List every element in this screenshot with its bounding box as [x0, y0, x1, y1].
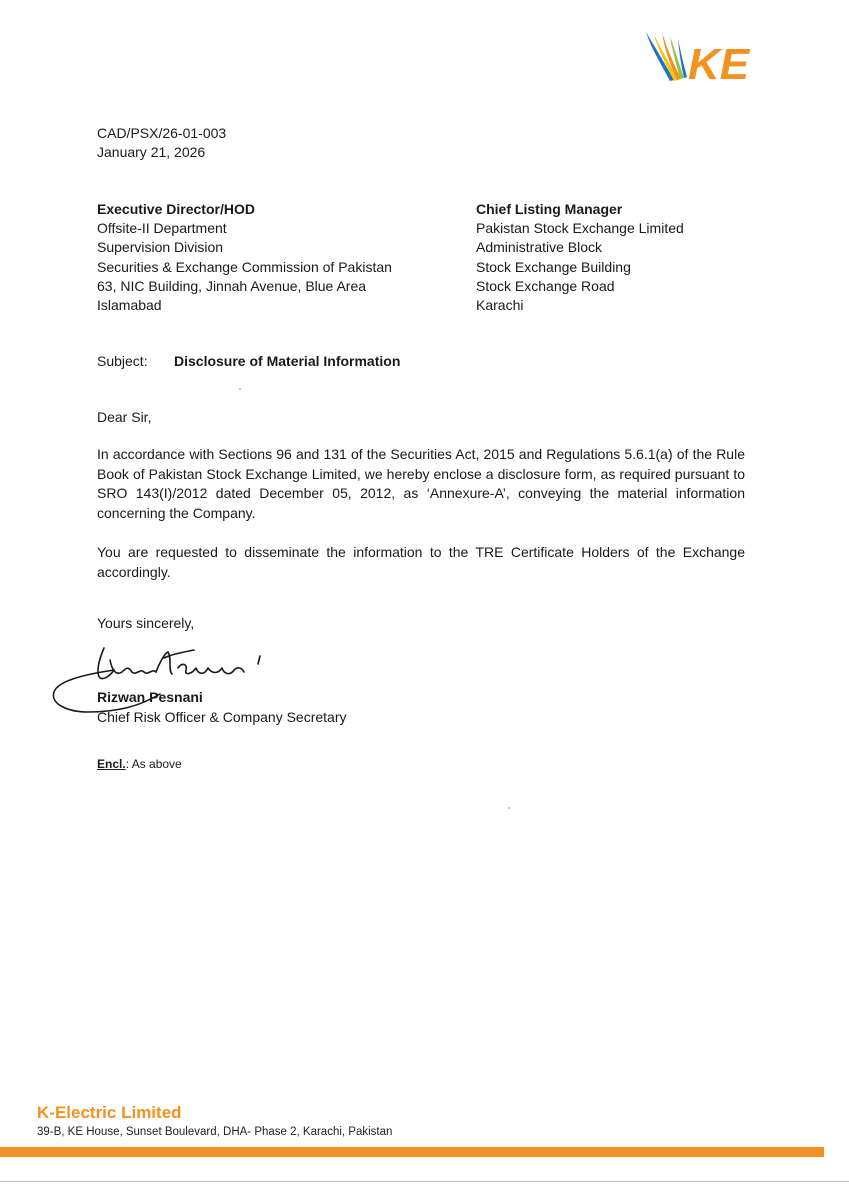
enclosure-label: Encl.	[97, 757, 126, 771]
page-bottom-rule	[0, 1181, 849, 1182]
ke-logo	[640, 28, 770, 88]
address-line: Stock Exchange Building	[476, 258, 631, 275]
scan-speck	[239, 388, 241, 390]
address-line: Islamabad	[97, 297, 162, 314]
address-line: Supervision Division	[97, 239, 224, 256]
recipient-title: Executive Director/HOD	[97, 201, 255, 217]
footer-address: 39-B, KE House, Sunset Boulevard, DHA- Phase 2, Karachi, Pakistan	[37, 1126, 393, 1138]
reference-number: CAD/PSX/26-01-003	[97, 125, 227, 141]
recipient-secp	[97, 200, 427, 315]
enclosure-note	[97, 757, 182, 771]
recipient-title: Chief Listing Manager	[476, 201, 623, 217]
address-line: Administrative Block	[476, 239, 603, 256]
subject-text: Disclosure of Material Information	[174, 353, 401, 369]
subject-line	[97, 352, 400, 371]
signatory-name: Rizwan Pesnani	[97, 689, 203, 705]
address-line: Stock Exchange Road	[476, 277, 615, 294]
enclosure-text: : As above	[125, 757, 182, 771]
body-paragraph: You are requested to disseminate the information to the TRE Certificate Holders of the Exchange accordingly.	[97, 544, 745, 580]
reference-block	[97, 124, 226, 162]
address-line: Securities & Exchange Commission of Pakistan	[97, 258, 392, 275]
letter-date: January 21, 2026	[97, 144, 206, 160]
footer-company-name: K-Electric Limited	[37, 1103, 182, 1122]
signatory-title: Chief Risk Officer & Company Secretary	[97, 709, 347, 725]
body-paragraph: In accordance with Sections 96 and 131 of the Securities Act, 2015 and Regulations 5.6.1(a) of the Rule Book of Pakistan Stock Exchange Limited, we hereby enclose a disclosure form, as required pursuant to SRO 143(I)/2012 dated December 05, 2012, as ‘Annexure-A’, conveying the material information concerning the Company.	[97, 446, 745, 521]
footer-accent-bar	[0, 1147, 824, 1157]
salutation: Dear Sir,	[97, 409, 152, 425]
subject-label: Subject:	[97, 353, 148, 369]
flame-mark-icon	[646, 32, 687, 81]
address-line: 63, NIC Building, Jinnah Avenue, Blue Area	[97, 277, 367, 294]
address-line: Pakistan Stock Exchange Limited	[476, 220, 684, 237]
recipient-psx	[476, 200, 796, 315]
address-line: Karachi	[476, 297, 524, 314]
scan-speck	[508, 807, 510, 809]
closing: Yours sincerely,	[97, 615, 195, 631]
address-line: Offsite-II Department	[97, 220, 227, 237]
logo-text: KE	[688, 40, 750, 88]
